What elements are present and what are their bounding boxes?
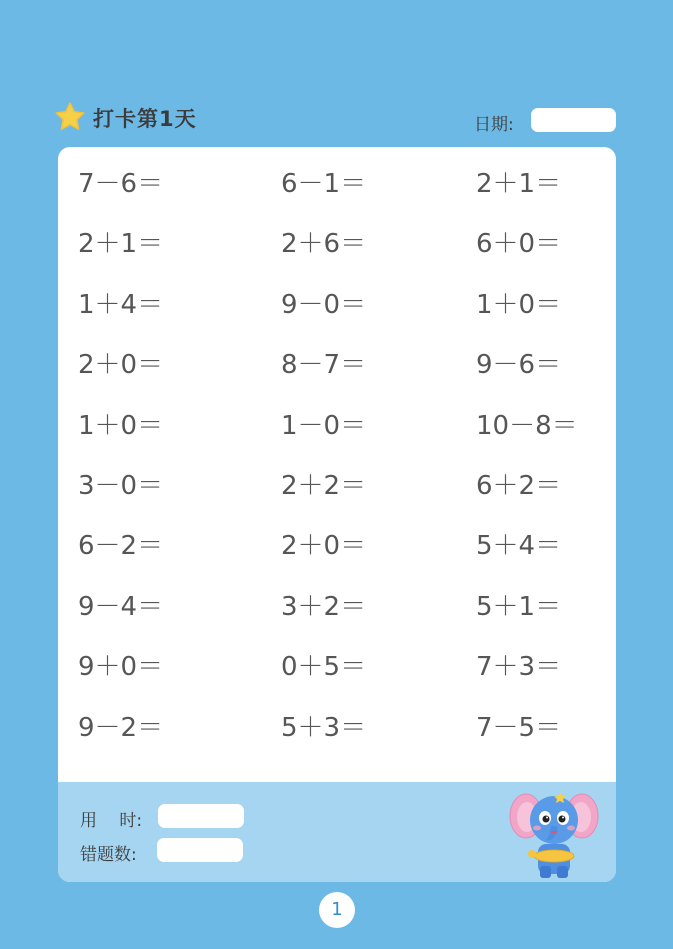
problem-r5-c1: 1＋0＝ bbox=[78, 410, 164, 441]
problem-r10-c2: 5＋3＝ bbox=[281, 712, 367, 743]
problem-r9-c3: 7＋3＝ bbox=[476, 652, 562, 683]
errors-field[interactable] bbox=[157, 838, 243, 862]
problem-r1-c2: 6－1＝ bbox=[281, 169, 367, 199]
problem-r9-c1: 9＋0＝ bbox=[78, 652, 164, 683]
problem-r10-c3: 7－5＝ bbox=[476, 712, 562, 743]
problem-r10-c1: 9－2＝ bbox=[78, 712, 164, 743]
problem-r3-c3: 1＋0＝ bbox=[476, 289, 562, 320]
worksheet-footer bbox=[58, 782, 616, 882]
problem-r3-c2: 9－0＝ bbox=[281, 289, 367, 320]
problem-r2-c2: 2＋6＝ bbox=[281, 229, 367, 260]
time-field[interactable] bbox=[158, 804, 244, 828]
page-number: 1 bbox=[319, 892, 355, 928]
problem-r5-c2: 1－0＝ bbox=[281, 410, 367, 441]
problem-r6-c1: 3－0＝ bbox=[78, 471, 164, 501]
problem-r5-c3: 10－8＝ bbox=[476, 410, 578, 441]
problem-r8-c2: 3＋2＝ bbox=[281, 591, 367, 622]
problem-r7-c3: 5＋4＝ bbox=[476, 531, 562, 562]
problem-r1-c1: 7－6＝ bbox=[78, 169, 164, 199]
problem-r7-c2: 2＋0＝ bbox=[281, 531, 367, 562]
problem-r2-c3: 6＋0＝ bbox=[476, 229, 562, 260]
star-icon bbox=[54, 101, 86, 133]
errors-label: 错题数: bbox=[80, 845, 137, 865]
problem-r8-c1: 9－4＝ bbox=[78, 591, 164, 622]
date-field[interactable] bbox=[531, 108, 616, 132]
problem-r2-c1: 2＋1＝ bbox=[78, 229, 164, 260]
elephant-mascot-icon bbox=[506, 784, 602, 882]
problem-r4-c1: 2＋0＝ bbox=[78, 350, 164, 381]
header bbox=[0, 0, 673, 150]
date-label: 日期: bbox=[474, 115, 514, 135]
problem-r3-c1: 1＋4＝ bbox=[78, 289, 164, 320]
problem-r1-c3: 2＋1＝ bbox=[476, 169, 562, 199]
problem-r4-c2: 8－7＝ bbox=[281, 350, 367, 381]
problem-r6-c2: 2＋2＝ bbox=[281, 471, 367, 501]
problem-grid bbox=[58, 147, 616, 782]
page-title: 打卡第1天 bbox=[93, 107, 197, 131]
problem-r4-c3: 9－6＝ bbox=[476, 350, 562, 381]
problem-r6-c3: 6＋2＝ bbox=[476, 471, 562, 501]
problem-r9-c2: 0＋5＝ bbox=[281, 652, 367, 683]
problem-r8-c3: 5＋1＝ bbox=[476, 591, 562, 622]
worksheet-card bbox=[58, 147, 616, 882]
time-label: 用 时: bbox=[80, 811, 143, 831]
problem-r7-c1: 6－2＝ bbox=[78, 531, 164, 562]
